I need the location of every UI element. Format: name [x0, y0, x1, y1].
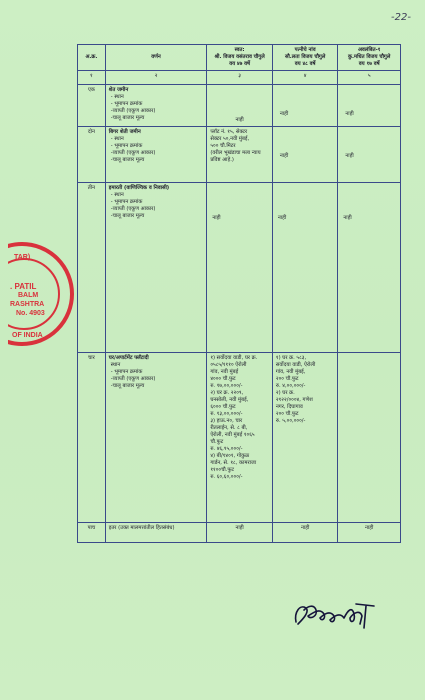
row-self: प्लॉट नं. १५, सेक्टर सेक्टर ५०,नवी मुंबई, ५०० चौ.मिटर (वरील भूखंडाचा मला न्याय प्रविष्ट आहे.) — [207, 127, 273, 183]
row-item: स्थान — [110, 362, 121, 368]
row-item: - भूमापन क्रमांक — [110, 369, 143, 375]
stamp-text: TAR) — [14, 254, 31, 261]
row-item: - स्थान — [110, 136, 124, 142]
column-number: ५ — [338, 71, 401, 85]
header-dependent: अवलंबित-१ कु.मधित विजय चौगुले वय १७ वर्षे — [338, 45, 401, 71]
spouse-value: नाही — [279, 111, 289, 117]
row-description — [105, 523, 207, 543]
table-row — [78, 127, 401, 183]
row-self: १) सर्वोदया वाडी, घर क्र. ०५८५/१११० ऐरोली गांव, नवी मुंबई ४००० चौ.फुट रु. १७,००,०००/- २) घर क्र. २२०९, घनसोली, नवी मुंबई, ६००० चौ.फुट रु. १३,००,०००/- ३) हाऊ.न०, चार रीतलाईन, से. ८ बी, ऐरोली, नवी मुंबई १०६५ चौ.फुट रु. ४६,९५,०००/- ४) बी/१४०१, गोकुळ गार्डन, से. १८, कामराजा ११००चौ.फुट रु. ६०,६०,०००/- — [207, 353, 273, 523]
row-title: इमारती (वाणिज्यिक व निवासी) — [108, 185, 170, 191]
row-item: -व्याप्ती (एकूण आकार) — [110, 206, 156, 212]
row-sr: पाच — [78, 523, 106, 543]
notary-stamp — [8, 240, 76, 368]
row-item: -व्याप्ती (एकूण आकार) — [110, 108, 156, 114]
row-self: नाही — [207, 523, 273, 543]
spouse-value: नाही — [279, 153, 289, 159]
row-title: इतर (उक्त मालमत्तांतील हितसंबंध) — [108, 525, 175, 531]
row-sr: एक — [78, 85, 106, 127]
row-item: -चालू बाजार मूल्य — [110, 157, 145, 163]
stamp-text: No. 4903 — [16, 310, 45, 317]
row-spouse: नाही — [272, 523, 338, 543]
dependent-value: नाही — [343, 215, 352, 221]
self-value: नाही — [212, 215, 221, 221]
row-spouse — [272, 127, 338, 183]
stamp-text: . PATIL — [10, 282, 37, 291]
row-item: -चालू बाजार मूल्य — [110, 115, 145, 121]
column-number: ३ — [207, 71, 273, 85]
column-number: १ — [78, 71, 106, 85]
spouse-value: नाही — [277, 215, 287, 221]
row-sr: दोन — [78, 127, 106, 183]
row-sr: चार — [78, 353, 106, 523]
header-self: स्वत: श्री. विजय वसंतराव चौगुले वय ४७ वर्षे — [207, 45, 273, 71]
row-description — [105, 353, 207, 523]
stamp-text: OF INDIA — [12, 332, 43, 339]
row-item: - भूमापन क्रमांक — [110, 101, 143, 107]
row-self — [207, 183, 273, 353]
row-spouse — [272, 85, 338, 127]
row-item: - भूमापन क्रमांक — [110, 143, 143, 149]
stamp-text: BALM — [18, 292, 39, 299]
signature-image — [290, 594, 386, 634]
table-row — [78, 85, 401, 127]
row-dependent — [338, 183, 401, 353]
row-title: बिगर शेती जमीन — [108, 129, 141, 135]
row-item: - स्थान — [110, 94, 124, 100]
self-value: नाही — [235, 117, 244, 123]
table-row — [78, 523, 401, 543]
row-title: शेत जमीन — [108, 87, 129, 93]
row-dependent — [338, 353, 401, 523]
row-sr: तीन — [78, 183, 106, 353]
row-title: घर/अपार्टमेंट फ्लॅटादी — [108, 355, 149, 361]
row-description — [105, 183, 207, 353]
header-description: वर्णन — [105, 45, 207, 71]
dependent-value: नाही — [345, 111, 354, 117]
column-number: ४ — [272, 71, 338, 85]
row-dependent: नाही — [338, 523, 401, 543]
row-spouse — [272, 183, 338, 353]
column-number-row — [78, 71, 401, 85]
row-description — [105, 85, 207, 127]
row-item: -चालू बाजार मूल्य — [110, 383, 145, 389]
dependent-value: नाही — [345, 153, 354, 159]
row-self — [207, 85, 273, 127]
column-number: २ — [105, 71, 207, 85]
header-sr: अ.क्र. — [78, 45, 106, 71]
row-item: -व्याप्ती (एकूण आकार) — [110, 376, 156, 382]
assets-table — [77, 44, 401, 543]
stamp-text: RASHTRA — [10, 301, 45, 308]
header-spouse: पत्नीचे नांव सौ.लता विजय चौगुले वय ४८ वर्षे — [272, 45, 338, 71]
row-item: - स्थान — [110, 192, 124, 198]
row-dependent — [338, 85, 401, 127]
row-spouse: १) घर क्र. ५८३, सर्वोदया वाडी, ऐरोली गांव, नवी मुंबई, २०० चौ.फुट रु. ४,००,०००/- २) घर क्र. २१२२/०००४, गणेश नगर, दिघागाव २०० चौ.फुट रु. ५,००,०००/- — [272, 353, 338, 523]
table-row — [78, 183, 401, 353]
row-item: -व्याप्ती (एकूण आकार) — [110, 150, 156, 156]
table-row — [78, 353, 401, 523]
page-number: -22- — [391, 12, 411, 23]
row-dependent — [338, 127, 401, 183]
row-item: -चालू बाजार मूल्य — [110, 213, 145, 219]
row-item: - भूमापन क्रमांक — [110, 199, 143, 205]
row-description — [105, 127, 207, 183]
header-row — [78, 45, 401, 71]
